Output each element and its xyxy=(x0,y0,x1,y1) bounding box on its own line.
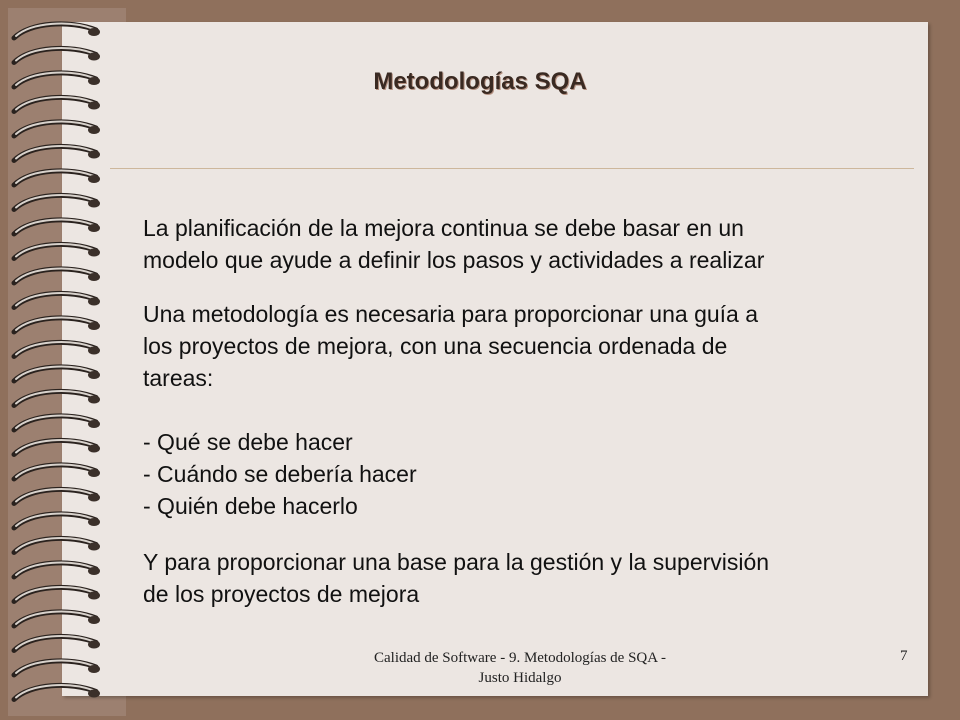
spiral-hole xyxy=(88,77,100,85)
paragraph-methodology-line-3: tareas: xyxy=(143,365,214,391)
title-divider xyxy=(110,168,914,169)
slide-body xyxy=(143,212,913,610)
paragraph-methodology-line-1: Una metodología es necesaria para proporcionar una guía a xyxy=(143,301,759,327)
paragraph-methodology-line-2: los proyectos de mejora, con una secuencia ordenada de xyxy=(143,333,728,359)
spiral-hole xyxy=(88,53,100,61)
paragraph-planning xyxy=(143,212,913,276)
footer-line-1: Calidad de Software - 9. Metodologías de SQA - xyxy=(373,650,667,666)
paragraph-planning-line-2: modelo que ayude a definir los pasos y actividades a realizar xyxy=(143,247,765,273)
list-item: - Qué se debe hacer xyxy=(143,429,353,455)
spiral-hole xyxy=(88,469,100,477)
spiral-binding-icon xyxy=(0,0,110,720)
spiral-hole xyxy=(88,518,100,526)
slide-title: Metodologías SQA xyxy=(373,68,587,95)
spiral-hole xyxy=(88,249,100,257)
spiral-hole xyxy=(88,445,100,453)
list-item: - Quién debe hacerlo xyxy=(143,493,358,519)
spiral-hole xyxy=(88,420,100,428)
paragraph-methodology xyxy=(143,298,913,394)
list-item: - Cuándo se debería hacer xyxy=(143,461,417,487)
paragraph-management-line-2: de los proyectos de mejora xyxy=(143,581,420,607)
spiral-hole xyxy=(88,200,100,208)
paragraph-management xyxy=(143,546,913,610)
paragraph-planning-line-1: La planificación de la mejora continua se debe basar en un xyxy=(143,215,744,241)
spiral-hole xyxy=(88,347,100,355)
spiral-hole xyxy=(88,690,100,698)
paragraph-management-line-1: Y para proporcionar una base para la gestión y la supervisión xyxy=(143,549,770,575)
spiral-hole xyxy=(88,126,100,134)
spiral-hole xyxy=(88,322,100,330)
spiral-hole xyxy=(88,396,100,404)
spiral-hole xyxy=(88,567,100,575)
footer-line-2: Justo Hidalgo xyxy=(478,670,562,686)
spiral-hole xyxy=(88,151,100,159)
spiral-hole xyxy=(88,298,100,306)
spiral-hole xyxy=(88,28,100,36)
spiral-hole xyxy=(88,665,100,673)
spiral-hole xyxy=(88,494,100,502)
spiral-hole xyxy=(88,592,100,600)
spiral-hole xyxy=(88,102,100,110)
spiral-hole xyxy=(88,224,100,232)
task-list xyxy=(143,426,913,522)
spiral-hole xyxy=(88,641,100,649)
spiral-hole xyxy=(88,616,100,624)
spiral-hole xyxy=(88,273,100,281)
footer-text xyxy=(320,648,720,688)
spiral-hole xyxy=(88,371,100,379)
spiral-hole xyxy=(88,175,100,183)
spiral-hole xyxy=(88,543,100,551)
page-number: 7 xyxy=(900,648,908,664)
